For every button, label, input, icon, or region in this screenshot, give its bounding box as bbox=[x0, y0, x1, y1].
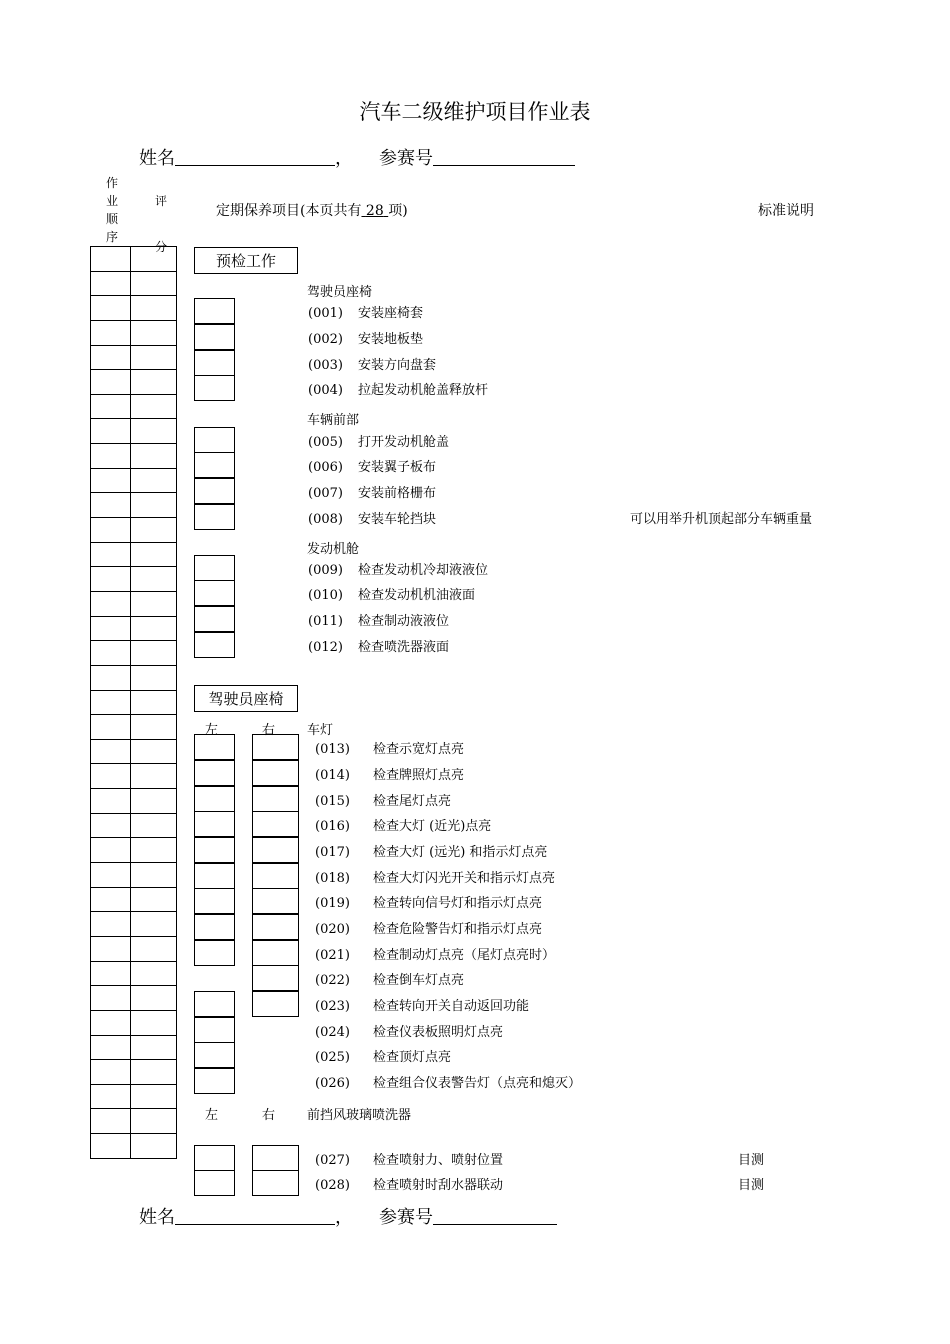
page-title: 汽车二级维护项目作业表 bbox=[359, 100, 591, 124]
left-checkbox[interactable] bbox=[194, 350, 235, 376]
item-number: (003) bbox=[308, 357, 343, 373]
number-blank[interactable] bbox=[433, 149, 575, 166]
score-cell[interactable] bbox=[131, 247, 177, 272]
item-number: (010) bbox=[308, 588, 343, 604]
item-text: 安装车轮挡块 bbox=[358, 511, 437, 527]
item-row bbox=[308, 456, 436, 475]
order-cell[interactable] bbox=[91, 986, 131, 1011]
order-cell[interactable] bbox=[91, 1010, 131, 1035]
item-row bbox=[315, 1046, 451, 1065]
number-field-top[interactable] bbox=[379, 144, 575, 170]
order-cell[interactable] bbox=[91, 838, 131, 863]
order-cell[interactable] bbox=[91, 641, 131, 666]
left-checkbox[interactable] bbox=[194, 837, 235, 863]
left-checkbox[interactable] bbox=[194, 1068, 235, 1094]
order-cell[interactable] bbox=[91, 567, 131, 592]
item-text: 安装翼子板布 bbox=[358, 460, 437, 476]
name-blank[interactable] bbox=[175, 1208, 335, 1225]
score-cell[interactable] bbox=[131, 419, 177, 444]
item-row bbox=[308, 328, 423, 347]
order-cell[interactable] bbox=[91, 1060, 131, 1085]
order-cell[interactable] bbox=[91, 394, 131, 419]
separator: ， bbox=[335, 1207, 353, 1228]
item-number: (006) bbox=[308, 460, 343, 476]
item-row bbox=[315, 738, 464, 757]
item-row bbox=[315, 764, 464, 783]
left-checkbox[interactable] bbox=[194, 504, 235, 530]
item-text: 检查转向信号灯和指示灯点亮 bbox=[373, 896, 543, 912]
item-text: 检查尾灯点亮 bbox=[373, 793, 452, 809]
order-cell[interactable] bbox=[91, 518, 131, 543]
item-row bbox=[308, 482, 436, 501]
grid-row bbox=[91, 912, 177, 937]
number-label: 参赛号 bbox=[379, 148, 433, 169]
group-driver-seat: 驾驶员座椅 bbox=[307, 285, 373, 300]
item-number: (022) bbox=[315, 973, 350, 989]
grid-row bbox=[91, 567, 177, 592]
order-cell[interactable] bbox=[91, 764, 131, 789]
left-checkbox[interactable] bbox=[194, 1170, 235, 1196]
grid-row bbox=[91, 813, 177, 838]
standard-column-header: 标准说明 bbox=[758, 203, 814, 219]
score-cell[interactable] bbox=[131, 518, 177, 543]
grid-row bbox=[91, 1010, 177, 1035]
item-row bbox=[315, 1021, 503, 1040]
left-checkbox[interactable] bbox=[194, 580, 235, 606]
order-cell[interactable] bbox=[91, 690, 131, 715]
item-row bbox=[315, 995, 529, 1014]
order-cell[interactable] bbox=[91, 591, 131, 616]
item-number: (012) bbox=[308, 639, 343, 655]
grid-row bbox=[91, 1109, 177, 1134]
name-field-bottom[interactable] bbox=[139, 1203, 353, 1229]
grid-row bbox=[91, 1035, 177, 1060]
order-cell[interactable] bbox=[91, 739, 131, 764]
grid-row bbox=[91, 690, 177, 715]
item-row bbox=[315, 867, 555, 886]
score-cell[interactable] bbox=[131, 936, 177, 961]
name-field-top[interactable] bbox=[139, 144, 353, 170]
item-number: (005) bbox=[308, 434, 343, 450]
item-number: (023) bbox=[315, 998, 350, 1014]
right-label-1: 右 bbox=[262, 723, 276, 738]
grid-row bbox=[91, 591, 177, 616]
item-number: (001) bbox=[308, 306, 343, 322]
left-checkbox[interactable] bbox=[194, 298, 235, 324]
item-text: 检查大灯 (近光)点亮 bbox=[373, 819, 492, 835]
grid-row bbox=[91, 468, 177, 493]
item-number: (026) bbox=[315, 1075, 350, 1091]
order-cell[interactable] bbox=[91, 345, 131, 370]
left-label-2: 左 bbox=[205, 1108, 219, 1123]
item-number: (009) bbox=[308, 562, 343, 578]
grid-row bbox=[91, 715, 177, 740]
item-text: 检查示宽灯点亮 bbox=[373, 742, 465, 758]
score-cell[interactable] bbox=[131, 641, 177, 666]
score-cell[interactable] bbox=[131, 1084, 177, 1109]
item-text: 检查喷射力、喷射位置 bbox=[373, 1152, 504, 1168]
item-row bbox=[315, 969, 464, 988]
score-cell[interactable] bbox=[131, 1010, 177, 1035]
grid-row bbox=[91, 863, 177, 888]
order-cell[interactable] bbox=[91, 271, 131, 296]
grid-row bbox=[91, 887, 177, 912]
order-cell[interactable] bbox=[91, 863, 131, 888]
score-cell[interactable] bbox=[131, 345, 177, 370]
score-cell[interactable] bbox=[131, 715, 177, 740]
order-cell[interactable] bbox=[91, 813, 131, 838]
item-text: 检查制动灯点亮（尾灯点亮时） bbox=[373, 947, 556, 963]
left-checkbox[interactable] bbox=[194, 632, 235, 658]
grid-row bbox=[91, 838, 177, 863]
item-row bbox=[308, 431, 449, 450]
left-checkbox[interactable] bbox=[194, 606, 235, 632]
number-field-bottom[interactable] bbox=[379, 1203, 557, 1229]
score-cell[interactable] bbox=[131, 394, 177, 419]
left-checkbox[interactable] bbox=[194, 940, 235, 966]
item-standard-note: 目测 bbox=[738, 1178, 765, 1194]
score-cell[interactable] bbox=[131, 789, 177, 814]
grid-row bbox=[91, 616, 177, 641]
item-text: 检查危险警告灯和指示灯点亮 bbox=[373, 921, 543, 937]
grid-row bbox=[91, 370, 177, 395]
grid-row bbox=[91, 641, 177, 666]
score-cell[interactable] bbox=[131, 1134, 177, 1159]
item-row bbox=[308, 584, 475, 603]
item-row bbox=[315, 918, 542, 937]
right-checkbox[interactable] bbox=[252, 888, 299, 914]
grid-row bbox=[91, 419, 177, 444]
score-cell[interactable] bbox=[131, 1060, 177, 1085]
right-checkbox[interactable] bbox=[252, 811, 299, 837]
grid-row bbox=[91, 271, 177, 296]
right-label-2: 右 bbox=[262, 1108, 276, 1123]
order-cell[interactable] bbox=[91, 912, 131, 937]
left-checkbox[interactable] bbox=[194, 1017, 235, 1043]
item-number: (020) bbox=[315, 921, 350, 937]
item-row bbox=[315, 841, 547, 860]
item-text: 打开发动机舱盖 bbox=[358, 434, 450, 450]
item-text: 检查大灯 (远光) 和指示灯点亮 bbox=[373, 844, 548, 860]
item-text: 检查制动液液位 bbox=[358, 614, 450, 630]
right-checkbox[interactable] bbox=[252, 734, 299, 760]
score-cell[interactable] bbox=[131, 665, 177, 690]
items-column-header bbox=[216, 200, 408, 220]
item-text: 检查大灯闪光开关和指示灯点亮 bbox=[373, 870, 556, 886]
left-checkbox[interactable] bbox=[194, 478, 235, 504]
item-text: 检查喷射时刮水器联动 bbox=[373, 1178, 504, 1194]
item-row bbox=[308, 559, 488, 578]
item-row bbox=[308, 610, 449, 629]
score-cell[interactable] bbox=[131, 764, 177, 789]
right-checkbox[interactable] bbox=[252, 940, 299, 966]
item-text: 检查发动机冷却液液位 bbox=[358, 562, 489, 578]
right-checkbox[interactable] bbox=[252, 1170, 299, 1196]
item-number: (015) bbox=[315, 793, 350, 809]
order-cell[interactable] bbox=[91, 961, 131, 986]
order-cell[interactable] bbox=[91, 1109, 131, 1134]
item-number: (016) bbox=[315, 819, 350, 835]
score-cell[interactable] bbox=[131, 1035, 177, 1060]
left-checkbox[interactable] bbox=[194, 375, 235, 401]
order-cell[interactable] bbox=[91, 1134, 131, 1159]
items-label-prefix: 定期保养项目(本页共有 bbox=[216, 203, 362, 219]
item-row bbox=[308, 508, 436, 527]
item-row bbox=[308, 379, 488, 398]
item-row bbox=[315, 892, 542, 911]
grid-row bbox=[91, 444, 177, 469]
right-checkbox[interactable] bbox=[252, 760, 299, 786]
order-cell[interactable] bbox=[91, 444, 131, 469]
order-cell[interactable] bbox=[91, 370, 131, 395]
item-row bbox=[315, 790, 451, 809]
order-score-grid bbox=[90, 246, 177, 1159]
right-checkbox[interactable] bbox=[252, 863, 299, 889]
item-text: 检查仪表板照明灯点亮 bbox=[373, 1024, 504, 1040]
left-checkbox[interactable] bbox=[194, 811, 235, 837]
number-blank[interactable] bbox=[433, 1208, 557, 1225]
item-number: (011) bbox=[308, 614, 343, 630]
item-number: (024) bbox=[315, 1024, 350, 1040]
grid-row bbox=[91, 789, 177, 814]
grid-row bbox=[91, 986, 177, 1011]
order-cell[interactable] bbox=[91, 468, 131, 493]
separator: ， bbox=[335, 148, 353, 169]
order-cell[interactable] bbox=[91, 936, 131, 961]
score-cell[interactable] bbox=[131, 887, 177, 912]
grid-row bbox=[91, 739, 177, 764]
score-cell[interactable] bbox=[131, 863, 177, 888]
left-checkbox[interactable] bbox=[194, 863, 235, 889]
item-number: (025) bbox=[315, 1050, 350, 1066]
order-cell[interactable] bbox=[91, 542, 131, 567]
item-text: 检查喷洗器液面 bbox=[358, 639, 450, 655]
score-cell[interactable] bbox=[131, 591, 177, 616]
left-checkbox[interactable] bbox=[194, 1145, 235, 1171]
left-checkbox[interactable] bbox=[194, 991, 235, 1017]
order-cell[interactable] bbox=[91, 715, 131, 740]
item-row bbox=[315, 1072, 581, 1091]
right-checkbox[interactable] bbox=[252, 991, 299, 1017]
name-label: 姓名 bbox=[139, 1207, 175, 1228]
order-cell[interactable] bbox=[91, 1035, 131, 1060]
score-cell[interactable] bbox=[131, 370, 177, 395]
score-cell[interactable] bbox=[131, 567, 177, 592]
item-text: 检查倒车灯点亮 bbox=[373, 973, 465, 989]
section-driver-seat: 驾驶员座椅 bbox=[194, 685, 298, 712]
left-checkbox[interactable] bbox=[194, 555, 235, 581]
item-row bbox=[315, 1149, 503, 1168]
item-text: 安装前格栅布 bbox=[358, 485, 437, 501]
score-cell[interactable] bbox=[131, 271, 177, 296]
grid-row bbox=[91, 936, 177, 961]
order-cell[interactable] bbox=[91, 419, 131, 444]
item-number: (008) bbox=[308, 511, 343, 527]
grid-row bbox=[91, 345, 177, 370]
score-cell[interactable] bbox=[131, 542, 177, 567]
item-number: (027) bbox=[315, 1152, 350, 1168]
right-checkbox[interactable] bbox=[252, 786, 299, 812]
name-label: 姓名 bbox=[139, 148, 175, 169]
score-cell[interactable] bbox=[131, 690, 177, 715]
left-label-1: 左 bbox=[205, 723, 219, 738]
item-number: (018) bbox=[315, 870, 350, 886]
score-cell[interactable] bbox=[131, 1109, 177, 1134]
score-cell[interactable] bbox=[131, 493, 177, 518]
left-checkbox[interactable] bbox=[194, 786, 235, 812]
number-label: 参赛号 bbox=[379, 1207, 433, 1228]
grid-row bbox=[91, 247, 177, 272]
order-cell[interactable] bbox=[91, 493, 131, 518]
score-cell[interactable] bbox=[131, 813, 177, 838]
left-checkbox[interactable] bbox=[194, 888, 235, 914]
order-column-header: 作业顺序 bbox=[105, 176, 118, 244]
score-cell[interactable] bbox=[131, 444, 177, 469]
grid-row bbox=[91, 1134, 177, 1159]
item-row bbox=[308, 302, 423, 321]
score-cell[interactable] bbox=[131, 961, 177, 986]
score-cell[interactable] bbox=[131, 296, 177, 321]
grid-row bbox=[91, 320, 177, 345]
item-number: (028) bbox=[315, 1178, 350, 1194]
group-vehicle-front: 车辆前部 bbox=[307, 413, 360, 428]
item-text: 检查发动机机油液面 bbox=[358, 588, 476, 604]
item-text: 安装座椅套 bbox=[358, 306, 424, 322]
item-number: (014) bbox=[315, 768, 350, 783]
item-number: (002) bbox=[308, 331, 343, 347]
name-blank[interactable] bbox=[175, 149, 335, 166]
left-checkbox[interactable] bbox=[194, 734, 235, 760]
grid-row bbox=[91, 296, 177, 321]
left-checkbox[interactable] bbox=[194, 760, 235, 786]
item-text: 检查转向开关自动返回功能 bbox=[373, 998, 530, 1014]
item-row bbox=[308, 354, 436, 373]
score-cell[interactable] bbox=[131, 320, 177, 345]
grid-row bbox=[91, 764, 177, 789]
item-number: (007) bbox=[308, 485, 343, 501]
item-row bbox=[308, 636, 449, 655]
group-washer: 前挡风玻璃喷洗器 bbox=[307, 1108, 412, 1123]
left-checkbox[interactable] bbox=[194, 452, 235, 478]
item-text: 检查牌照灯点亮 bbox=[373, 768, 465, 783]
grid-row bbox=[91, 493, 177, 518]
section-precheck: 预检工作 bbox=[194, 247, 298, 274]
right-checkbox[interactable] bbox=[252, 914, 299, 940]
item-text: 拉起发动机舱盖释放杆 bbox=[358, 383, 489, 399]
left-checkbox[interactable] bbox=[194, 324, 235, 350]
order-cell[interactable] bbox=[91, 296, 131, 321]
left-checkbox[interactable] bbox=[194, 427, 235, 453]
score-cell[interactable] bbox=[131, 739, 177, 764]
grid-row bbox=[91, 542, 177, 567]
right-checkbox[interactable] bbox=[252, 1145, 299, 1171]
order-cell[interactable] bbox=[91, 320, 131, 345]
item-text: 检查组合仪表警告灯（点亮和熄灭） bbox=[373, 1075, 582, 1091]
grid-row bbox=[91, 1060, 177, 1085]
score-cell[interactable] bbox=[131, 912, 177, 937]
grid-row bbox=[91, 394, 177, 419]
item-text: 检查顶灯点亮 bbox=[373, 1050, 452, 1066]
item-number: (017) bbox=[315, 844, 350, 860]
order-cell[interactable] bbox=[91, 789, 131, 814]
order-cell[interactable] bbox=[91, 665, 131, 690]
score-column-header: 评分 bbox=[154, 194, 167, 254]
score-cell[interactable] bbox=[131, 616, 177, 641]
item-text: 安装地板垫 bbox=[358, 331, 424, 347]
items-count: 28 bbox=[365, 203, 384, 219]
group-lights: 车灯 bbox=[307, 723, 334, 738]
grid-row bbox=[91, 961, 177, 986]
right-checkbox[interactable] bbox=[252, 837, 299, 863]
item-text: 安装方向盘套 bbox=[358, 357, 437, 373]
item-number: (019) bbox=[315, 896, 350, 912]
item-row bbox=[315, 815, 491, 834]
score-cell[interactable] bbox=[131, 986, 177, 1011]
grid-row bbox=[91, 1084, 177, 1109]
score-cell[interactable] bbox=[131, 468, 177, 493]
grid-row bbox=[91, 518, 177, 543]
item-standard-note: 目测 bbox=[738, 1152, 765, 1168]
left-checkbox[interactable] bbox=[194, 914, 235, 940]
order-cell[interactable] bbox=[91, 887, 131, 912]
item-row bbox=[315, 1174, 503, 1193]
order-cell[interactable] bbox=[91, 247, 131, 272]
item-number: (021) bbox=[315, 947, 350, 963]
item-number: (013) bbox=[315, 742, 350, 758]
item-row bbox=[315, 944, 555, 963]
item-standard-note: 可以用举升机顶起部分车辆重量 bbox=[630, 511, 813, 527]
left-checkbox[interactable] bbox=[194, 1042, 235, 1068]
items-label-suffix: 项) bbox=[388, 203, 408, 219]
order-cell[interactable] bbox=[91, 1084, 131, 1109]
right-checkbox[interactable] bbox=[252, 965, 299, 991]
score-cell[interactable] bbox=[131, 838, 177, 863]
group-engine-bay: 发动机舱 bbox=[307, 542, 360, 557]
grid-row bbox=[91, 665, 177, 690]
order-cell[interactable] bbox=[91, 616, 131, 641]
item-number: (004) bbox=[308, 383, 343, 399]
